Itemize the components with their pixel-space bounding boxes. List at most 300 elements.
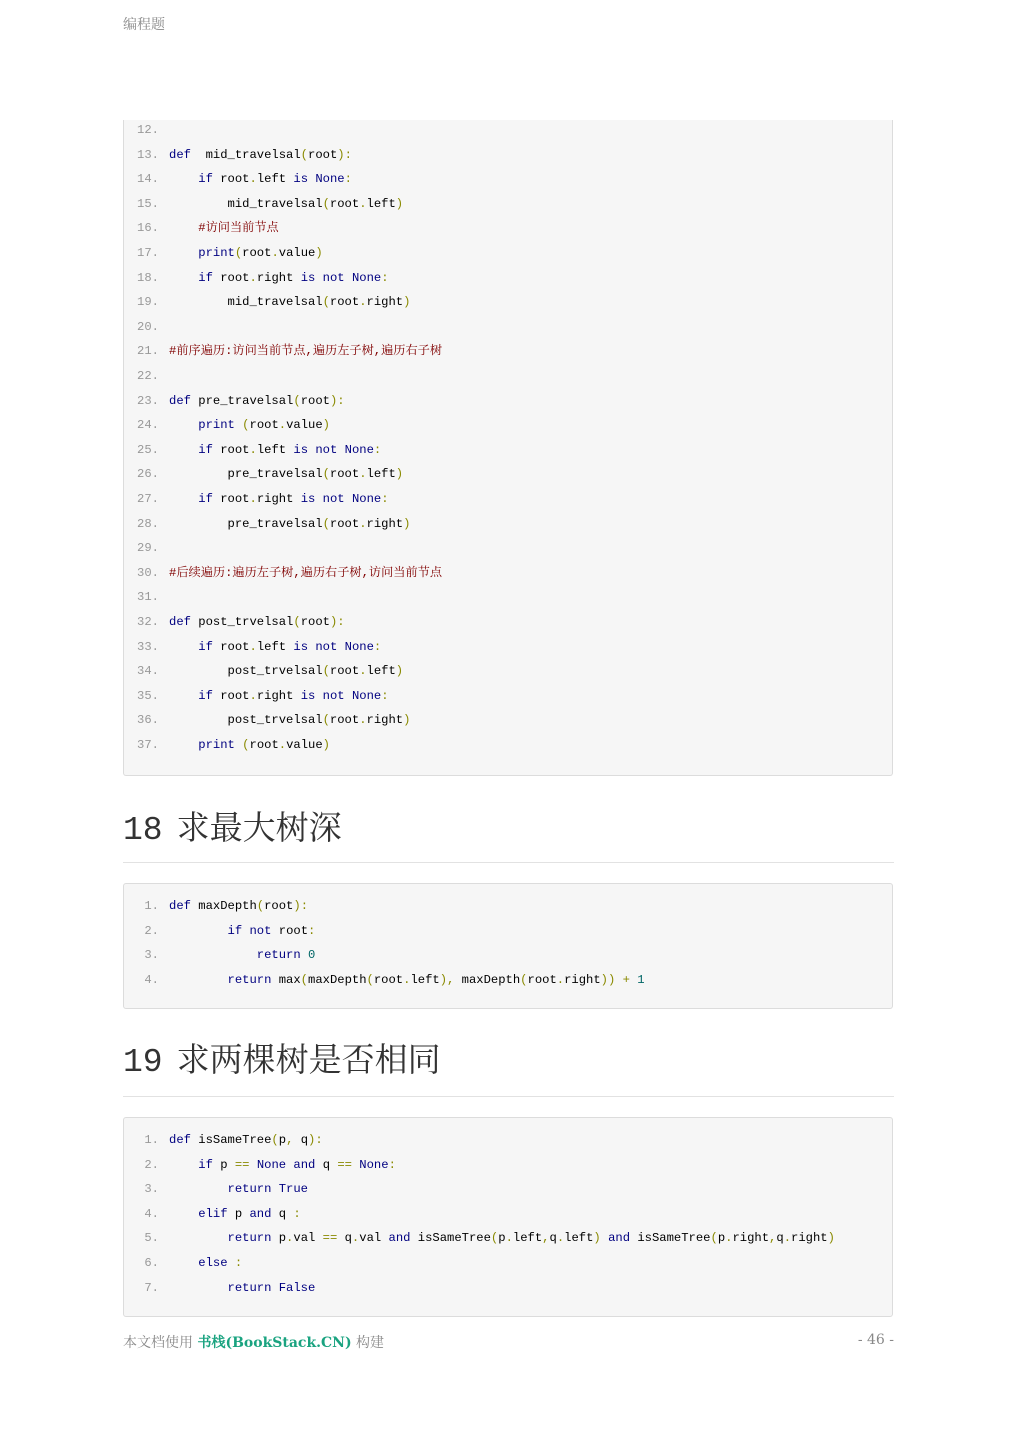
code-text [159,514,410,534]
code-token: not [315,639,338,654]
code-token: None [351,270,382,285]
code-token: ), [439,972,455,987]
code-token [615,973,622,987]
code-token: : [381,688,389,703]
code-text [159,1228,835,1248]
code-token: return [256,948,301,963]
code-token: . [359,516,367,531]
section-number: 18 [123,812,163,849]
code-token: if [198,639,213,654]
page-number: - 46 - [857,1332,894,1348]
code-line [124,145,352,165]
line-number: 33. [137,639,159,654]
line-number: 3. [144,948,159,963]
code-token: def [169,393,191,408]
code-line [124,612,345,632]
code-text [159,686,389,706]
code-token: and [608,1231,631,1246]
code-token [169,640,198,654]
code-token: elif [198,1206,228,1221]
code-line [124,292,410,312]
code-token: ( [322,713,330,728]
code-token: root [527,972,557,987]
code-line [124,1179,308,1199]
code-token: root [329,713,360,728]
code-text [159,612,345,632]
code-token [169,246,198,260]
code-token: q [776,1231,784,1246]
footer-prefix: 本文档使用 [123,1335,198,1351]
code-token: ) [827,1231,835,1246]
code-token: . [271,246,279,260]
code-token: q [271,1206,294,1221]
code-token: q [549,1231,557,1246]
code-token: . [249,639,257,654]
code-token: == [322,1231,338,1246]
code-token: root [329,664,360,679]
code-token [169,1231,228,1245]
code-token: mid_travelsal [169,196,323,211]
code-token: . [359,295,367,310]
code-line [124,945,315,965]
code-line [124,1155,396,1175]
line-number: 30. [137,565,159,580]
line-number: 25. [137,442,159,457]
code-line [124,1278,315,1298]
code-token: root [212,270,250,285]
code-token: ( [322,664,330,679]
code-token: ( [520,972,528,987]
line-number: 2. [144,923,159,938]
code-token: : [344,172,352,187]
line-number: 7. [144,1280,159,1295]
code-token: : [381,492,389,506]
code-token: right [732,1231,770,1246]
code-line [124,489,389,509]
code-line [124,120,169,140]
code-token: root [300,615,330,629]
code-text [159,661,403,681]
section-divider [123,862,894,863]
code-token: True [278,1182,308,1197]
code-line [124,970,645,990]
code-token: not [322,492,345,506]
section-divider [123,1096,894,1097]
code-token: ): [337,147,352,162]
code-token: print [198,738,235,752]
code-token: is [300,688,316,703]
code-token: . [505,1231,513,1246]
footer-credit [123,1332,384,1352]
line-number: 28. [137,516,159,531]
code-text [159,489,389,509]
code-text [159,735,330,755]
code-token: left [256,172,294,187]
code-token: pre_travelsal [169,467,323,482]
code-line [124,637,381,657]
section-number: 19 [123,1044,163,1081]
code-token: val [359,1231,389,1246]
code-token [169,443,198,457]
line-number: 20. [137,319,159,334]
code-token: is [300,492,316,506]
code-token: : [234,1256,243,1270]
code-token: right [256,270,301,285]
code-token: None [351,688,382,703]
line-number: 24. [137,418,159,433]
code-token: ): [329,615,345,629]
code-token: p [271,1231,287,1246]
line-number: 32. [137,615,159,629]
line-number: 15. [137,196,159,211]
code-line [124,243,323,263]
code-token [169,172,198,186]
code-token: left [256,639,294,654]
code-token: #前序遍历:访问当前节点,遍历左子树,遍历右子树 [169,344,443,359]
code-token: #后续遍历:遍历左子树,遍历右子树,访问当前节点 [169,565,443,580]
section-title-19 [123,1040,441,1083]
code-token: left [564,1231,594,1246]
code-line [124,415,330,435]
code-token: mid_travelsal [169,295,323,310]
code-token: post_trvelsal [190,615,294,629]
code-line [124,686,389,706]
code-token: None [315,172,345,187]
code-line [124,366,169,386]
code-token: if [198,492,213,506]
code-token: ) [322,738,330,752]
code-token: isSameTree [630,1231,711,1246]
line-number: 6. [144,1256,159,1270]
code-token: print [198,246,235,260]
code-token: root [329,467,360,482]
code-text [159,218,279,238]
line-number: 14. [137,172,159,187]
code-token: p [498,1231,506,1246]
code-token: None [351,492,382,506]
code-token: None [256,1157,287,1172]
line-number: 18. [137,270,159,285]
code-token: print [198,418,235,433]
code-token: p [212,1157,235,1172]
code-token [169,948,257,962]
code-token [315,271,322,285]
code-text [159,1278,315,1298]
code-token: p [278,1133,287,1147]
code-token: . [351,1231,360,1246]
code-token [345,689,352,703]
code-token: : [293,1206,301,1221]
code-line [124,169,352,189]
line-number: 13. [137,147,159,162]
code-text [159,710,410,730]
code-token: ) [395,467,404,482]
code-token: not [322,688,345,703]
code-token: maxDepth [190,899,257,913]
code-token: max [271,972,301,987]
code-line [124,341,442,361]
code-token: def [169,899,191,913]
code-token: ( [322,467,330,482]
line-number: 22. [137,369,159,383]
code-block-traversal [123,120,893,776]
code-token: is [300,270,316,285]
code-token: . [783,1231,792,1246]
code-token: ( [366,972,374,987]
code-token: root [329,516,360,531]
code-token: #访问当前节点 [198,221,279,236]
code-token: left [256,442,294,457]
code-token: ( [242,738,250,752]
code-token: right [366,713,404,728]
code-line [124,317,169,337]
code-token [169,1158,198,1172]
code-text [159,1155,396,1175]
code-line [124,735,330,755]
code-token: ( [300,147,308,162]
code-token [169,1182,228,1196]
code-token: . [359,713,367,728]
code-token: return [227,972,272,987]
code-token: right [564,972,601,987]
code-token: mid_travelsal [190,147,301,162]
code-token: . [359,467,367,482]
code-line [124,391,345,411]
code-token [271,1182,278,1196]
code-line [124,921,315,941]
code-text [159,921,315,941]
code-token [301,948,308,962]
code-token: . [556,972,565,987]
code-token: p [227,1206,250,1221]
line-number: 4. [144,1206,159,1221]
code-line [124,514,410,534]
code-token: ( [322,196,330,211]
code-token: maxDepth [308,972,367,987]
code-token: return [227,1182,272,1197]
code-line [124,194,403,214]
code-token: isSameTree [190,1133,272,1147]
code-token: ( [300,972,308,987]
code-token: post_trvelsal [169,664,323,679]
code-token: left [366,467,396,482]
code-token: value [286,738,323,752]
code-token: . [725,1231,733,1246]
code-token: right [256,492,301,506]
code-token [345,271,352,285]
code-token: None [344,442,374,457]
line-number: 4. [144,972,159,987]
code-token: : [381,270,389,285]
code-token: ( [322,516,330,531]
code-token: left [512,1231,543,1246]
code-token: if [198,172,213,187]
code-token: pre_travelsal [169,516,323,531]
code-line [124,1253,242,1273]
code-line [124,587,169,607]
line-number: 2. [144,1157,159,1172]
code-block-max-depth [123,883,893,1009]
code-token: left [366,196,396,211]
code-token [601,1231,608,1245]
line-number: 16. [137,221,159,236]
code-token: root [212,492,250,506]
code-token: ( [293,393,301,408]
code-token: ) [403,713,411,728]
code-token [250,1158,257,1172]
code-line [124,440,381,460]
footer-suffix: 构建 [351,1335,385,1351]
code-token [169,221,198,235]
code-token: ): [308,1133,323,1147]
line-number: 12. [137,123,159,137]
code-token: root [212,442,250,457]
code-token: . [286,1231,294,1246]
code-text [159,945,315,965]
code-token [169,924,228,938]
code-token: else [198,1256,228,1270]
line-number: 27. [137,492,159,506]
code-line [124,1228,835,1248]
code-line [124,218,279,238]
code-token [228,1256,235,1270]
code-token: not [322,270,345,285]
code-token: ) [403,516,411,531]
code-token: value [286,418,323,433]
line-number: 26. [137,467,159,482]
code-token: ( [322,295,330,310]
line-number: 21. [137,344,159,359]
code-token: . [249,688,257,703]
code-token: and [293,1157,316,1172]
code-token: ( [234,246,243,260]
code-token [271,1281,278,1295]
code-line [124,896,308,916]
code-token [315,689,322,703]
code-token: post_trvelsal [169,713,323,728]
code-token: . [556,1231,565,1246]
code-token: . [249,172,257,187]
code-token: ) [395,196,404,211]
code-token: root [373,972,404,987]
line-number: 36. [137,713,159,728]
code-token: q [293,1133,309,1147]
line-number: 3. [144,1182,159,1197]
code-line [124,1130,323,1150]
code-token: ( [293,615,301,629]
code-line [124,563,442,583]
code-token: not [315,442,338,457]
code-token: q [337,1231,352,1246]
code-token [315,492,322,506]
code-token: )) [600,972,616,987]
code-text [159,1204,301,1224]
code-token: return [227,1231,272,1246]
code-token: False [278,1280,316,1295]
code-token: == [337,1157,352,1172]
code-token [169,738,198,752]
code-text [159,1130,323,1150]
code-text [159,563,442,583]
code-token: . [249,492,257,506]
code-token: maxDepth [454,972,521,987]
code-token: root [249,738,279,752]
line-number: 1. [144,1133,159,1147]
code-text [159,169,352,189]
code-line [124,661,403,681]
code-token [337,443,344,457]
code-text [159,637,381,657]
code-token: ): [329,393,345,408]
code-token: ( [271,1133,279,1147]
line-number: 31. [137,590,159,605]
code-token: right [366,295,404,310]
code-token: ( [490,1231,499,1246]
code-token: ) [395,664,404,679]
code-token [169,418,198,432]
code-token: ) [403,295,411,310]
code-text [159,1253,242,1273]
code-token: root [249,418,279,433]
code-token: == [234,1157,250,1172]
code-token: is [293,442,309,457]
code-token: root [212,688,250,703]
code-token: if [198,688,213,703]
code-token: , [286,1133,294,1147]
code-token: ): [293,899,309,913]
code-token: : [373,442,382,457]
section-heading-text: 求最大树深 [176,808,342,847]
code-token: ) [593,1231,601,1246]
code-text [159,464,403,484]
code-line [124,1204,301,1224]
code-token: : [373,639,382,654]
code-token: : [308,923,316,938]
code-token: root [308,147,338,162]
code-token: right [256,688,301,703]
code-text [159,194,403,214]
code-token: root [212,172,250,187]
code-token: if [198,442,213,457]
code-token: not [249,923,272,938]
code-token: if [198,270,213,285]
code-token [337,640,344,654]
code-token: root [329,295,360,310]
code-token: root [264,899,294,913]
code-token: . [278,738,287,752]
line-number: 17. [137,246,159,260]
code-token: None [359,1157,389,1172]
code-text [159,391,345,411]
code-token: root [271,923,309,938]
code-token: + [622,972,630,987]
footer-brand-link[interactable]: 书栈(BookStack.CN) [197,1335,352,1351]
line-number: 29. [137,541,159,556]
code-token: is [293,172,309,187]
code-token: val [293,1231,323,1246]
section-title-18 [123,808,342,851]
code-text [159,415,330,435]
section-heading-text: 求两棵树是否相同 [176,1040,441,1079]
code-token: . [278,418,287,433]
code-token: . [403,972,411,987]
code-token: root [212,639,250,654]
code-text [159,268,389,288]
code-token [169,1207,198,1221]
code-text [159,1179,308,1199]
code-line [124,710,410,730]
code-token: root [300,393,330,408]
